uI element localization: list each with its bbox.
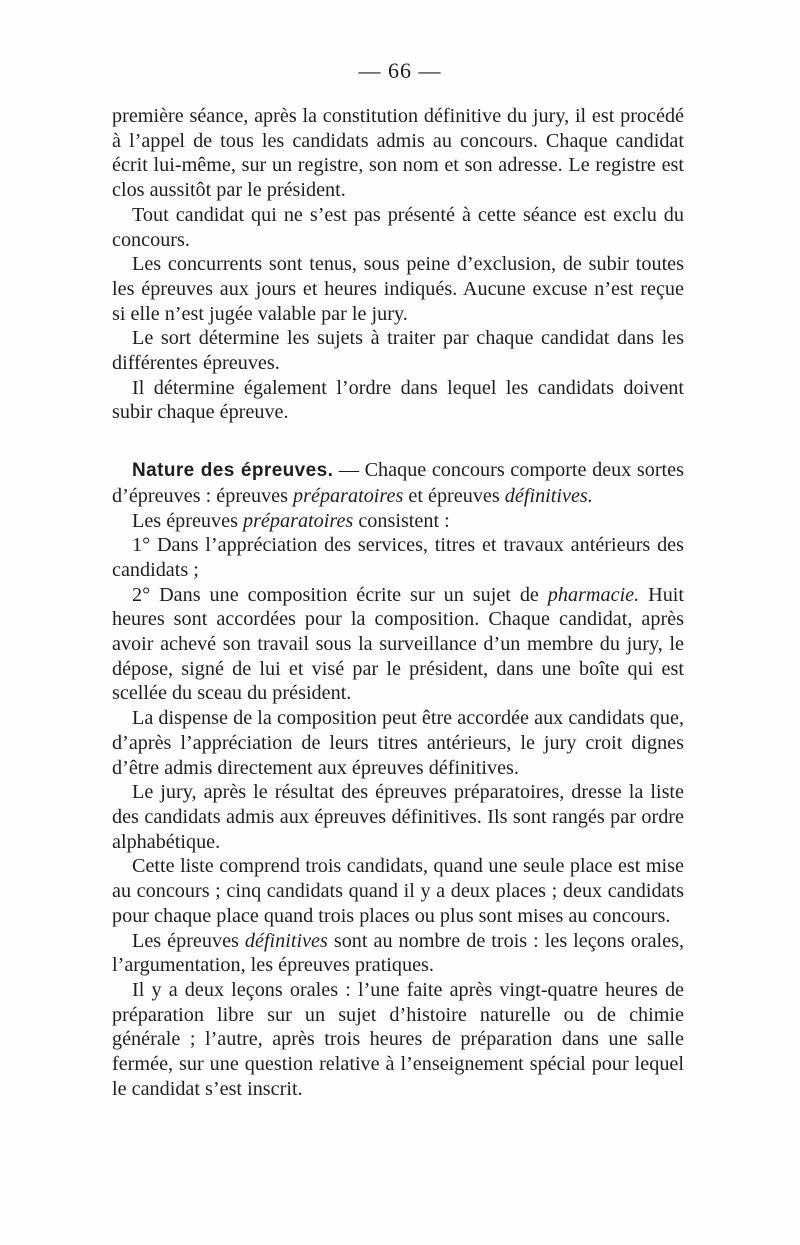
paragraph-preparatory-text-2: consistent :	[353, 509, 450, 532]
paragraph-definitive-emphasis: définitives	[244, 929, 328, 952]
paragraph-definitive-text-2: sont au nombre de trois : les leçons orales, l’argumentation, les épreuves pratiques.	[112, 929, 685, 977]
paragraph-2: Tout candidat qui ne s’est pas présenté à cette séance est exclu du concours.	[112, 203, 684, 251]
paragraph-oral-lessons: Il y a deux leçons orales : l’une faite après vingt-quatre heures de préparation libre sur un sujet d’histoire naturelle ou de chimie générale ; l’autre, après trois heures de préparation dans une salle fermée, sur une question relative à l’enseignement spécial pour lequel le candidat s’est inscrit.	[112, 978, 684, 1100]
section-intro-text-1: — Chaque concours comporte deux sortes d’épreuves : épreuves	[112, 459, 684, 507]
paragraph-definitive-text-1: Les épreuves	[132, 929, 245, 952]
paragraph-item-2-text-1: 2° Dans une composition écrite sur un sujet de	[132, 583, 548, 606]
paragraph-preparatory-emphasis: préparatoires	[242, 509, 354, 532]
section-intro-text-2: et épreuves	[403, 484, 505, 507]
paragraph-jury-list: Le jury, après le résultat des épreuves préparatoires, dresse la liste des candidats admis aux épreuves définitives. Ils sont rangés par ordre alphabétique.	[112, 781, 684, 853]
paragraph-4: Le sort détermine les sujets à traiter par chaque candidat dans les différentes épreuves.	[112, 327, 684, 375]
section-intro-emphasis-2: définitives.	[504, 484, 593, 507]
paragraph-dispense: La dispense de la composition peut être accordée aux candidats que, d’après l’appréciation de leurs titres antérieurs, le jury croit dignes d’être admis directement aux épreuves définitives.	[112, 707, 684, 779]
paragraph-preparatory-text-1: Les épreuves	[132, 509, 243, 532]
paragraph-item-2-emphasis: pharmacie.	[547, 583, 640, 606]
paragraph-3: Les concurrents sont tenus, sous peine d’exclusion, de subir toutes les épreuves aux jours et heures indiqués. Aucune excuse n’est reçue si elle n’est jugée valable par le jury.	[112, 253, 684, 325]
section-intro-emphasis-1: préparatoires	[293, 484, 404, 507]
section-spacer	[112, 425, 684, 458]
paragraph-list-size: Cette liste comprend trois candidats, quand une seule place est mise au concours ; cinq candidats quand il y a deux places ; deux candidats pour chaque place quand trois places ou plus sont mises au concours.	[112, 855, 684, 927]
page-number: — 66 —	[358, 58, 442, 83]
paragraph-5: Il détermine également l’ordre dans lequel les candidats doivent subir chaque épreuve.	[112, 376, 684, 424]
paragraph-definitive	[112, 929, 684, 978]
section-intro-paragraph	[112, 458, 684, 508]
section-heading: Nature des épreuves.	[132, 460, 334, 482]
paragraph-1: première séance, après la constitution définitive du jury, il est procédé à l’appel de tous les candidats admis au concours. Chaque candidat écrit lui-même, sur un registre, son nom et son adresse. Le registre est clos aussitôt par le président.	[112, 105, 684, 202]
paragraph-item-2-text-2: Huit heures sont accordées pour la composition. Chaque candidat, après avoir achevé son travail sous la surveillance d’un membre du jury, le dépose, signé de lui et visé par le président, dans une boîte qui est scellée du sceau du président.	[112, 583, 685, 705]
paragraph-item-1: 1° Dans l’appréciation des services, titres et travaux antérieurs des candidats ;	[112, 534, 684, 581]
body-text	[112, 104, 684, 1101]
paragraph-item-2	[112, 583, 684, 707]
paragraph-preparatory	[112, 509, 684, 534]
